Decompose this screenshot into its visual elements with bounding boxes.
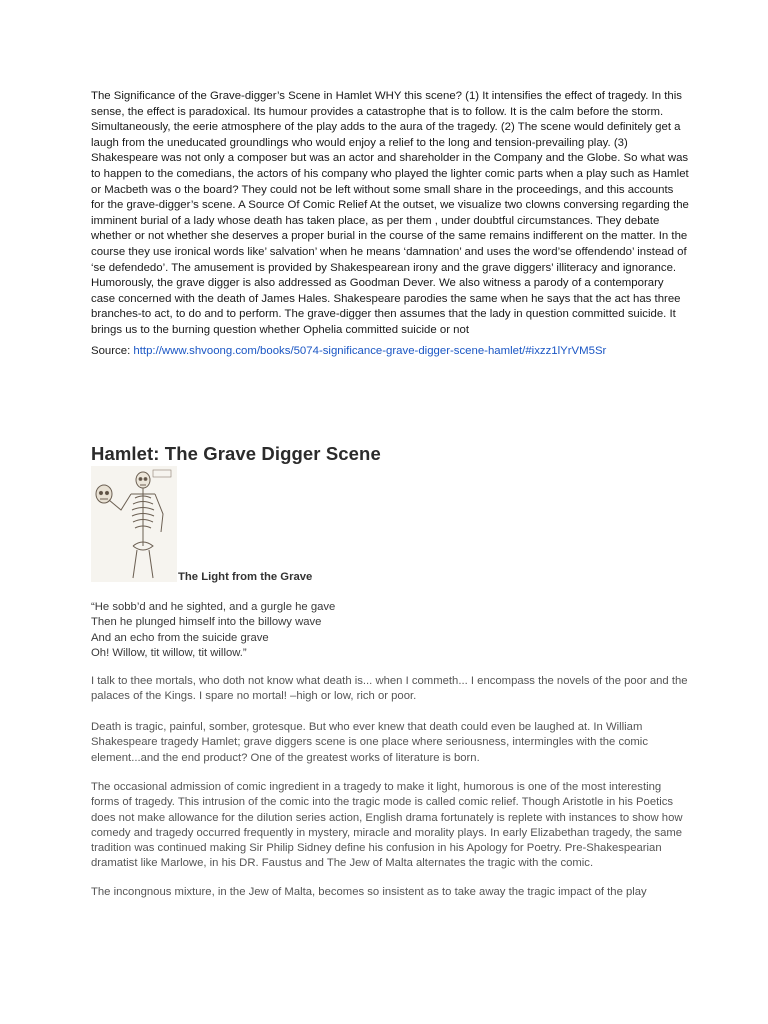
poem-line: And an echo from the suicide grave xyxy=(91,631,269,644)
intro-paragraph: The Significance of the Grave-digger’s Scene in Hamlet WHY this scene? (1) It intensifies the effect of tragedy. In this sense, the effect is paradoxical. Its humour provides a catastrophe that is to follow. It is the calm before the storm. Simultaneously, the eerie atmosphere of the play adds to the aura of the tragedy. (2) The scene would definitely get a laugh from the uneducated groundlings who would enjoy a relief to the long and tension-prevailing play. (3) Shakespeare was not only a composer but was an actor and shareholder in the Company and the Globe. So what was to happen to the comedians, the actors of his company who played the lighter comic parts when a play such as Hamlet or Macbeth was o the board? They could not be left without some small share in the proceedings, and this accounts for the grave-digger’s scene. A Source Of Comic Relief At the outset, we visualize two clowns conversing regarding the imminent burial of a lady whose death has taken place, as per them , under doubtful circumstances. They debate whether or not whether she deserves a proper burial in the course of the same remains indifferent on the matter. In the course they use ironical words like’ salvation’ when he means ‘damnation’ and uses the word’se offendendo’ instead of ‘se defendedo’. The amusement is provided by Shakespearean irony and the grave diggers’ illiteracy and ignorance. Humorously, the grave digger is also addressed as Goodman Dever. We also witness a parody of a contemporary case concerned with the death of James Hales. Shakespeare parodies the same when he says that the act has three branches-to act, to do and to perform. The grave-digger then assumes that the lady in question committed suicide. It brings us to the burning question whether Ophelia committed suicide or not xyxy=(91,90,689,336)
source-line xyxy=(91,344,689,360)
article-title: Hamlet: The Grave Digger Scene xyxy=(91,443,381,464)
source-link[interactable]: http://www.shvoong.com/books/5074-significance-grave-digger-scene-hamlet/#ixzz1lYrVM5Sr xyxy=(133,345,607,357)
poem xyxy=(91,600,689,661)
image-caption: The Light from the Grave xyxy=(178,571,313,583)
skeleton-illustration xyxy=(91,466,177,582)
poem-line: Oh! Willow, tit willow, tit willow.” xyxy=(91,646,247,659)
body-paragraph: The occasional admission of comic ingredient in a tragedy to make it light, humorous is one of the most interesting forms of tragedy. This intrusion of the comic into the tragic mode is called comic relief. Though Aristotle in his Poetics does not make allowance for the dilution series action, English drama fortunately is replete with instances to show how comedy and tragedy occurred frequently in mystery, miracle and morality plays. In early Elizabethan tragedy, the same tradition was continued making Sir Philip Sidney define his confusion in his Apology for Poetry. Pre-Shakespearian dramatist like Marlowe, in his DR. Faustus and The Jew of Malta alternates the tragic with the comic. xyxy=(91,781,683,870)
body-paragraph: Death is tragic, painful, somber, grotesque. But who ever knew that death could even be laughed at. In William Shakespeare tragedy Hamlet; grave diggers scene is one place where seriousness, intermingles with the comic element...and the end product? One of the greatest works of literature is born. xyxy=(91,721,648,764)
article-figure xyxy=(91,466,689,584)
body-paragraph: I talk to thee mortals, who doth not know what death is... when I commeth... I encompass the novels of the poor and the palaces of the Kings. I spare no mortal! –high or low, rich or poor. xyxy=(91,675,688,703)
poem-line: “He sobb’d and he sighted, and a gurgle he gave xyxy=(91,601,336,613)
source-label: Source: xyxy=(91,345,134,357)
poem-line: Then he plunged himself into the billowy wave xyxy=(91,616,322,629)
body-paragraph: The incongnous mixture, in the Jew of Malta, becomes so insistent as to take away the tragic impact of the play xyxy=(91,886,647,898)
